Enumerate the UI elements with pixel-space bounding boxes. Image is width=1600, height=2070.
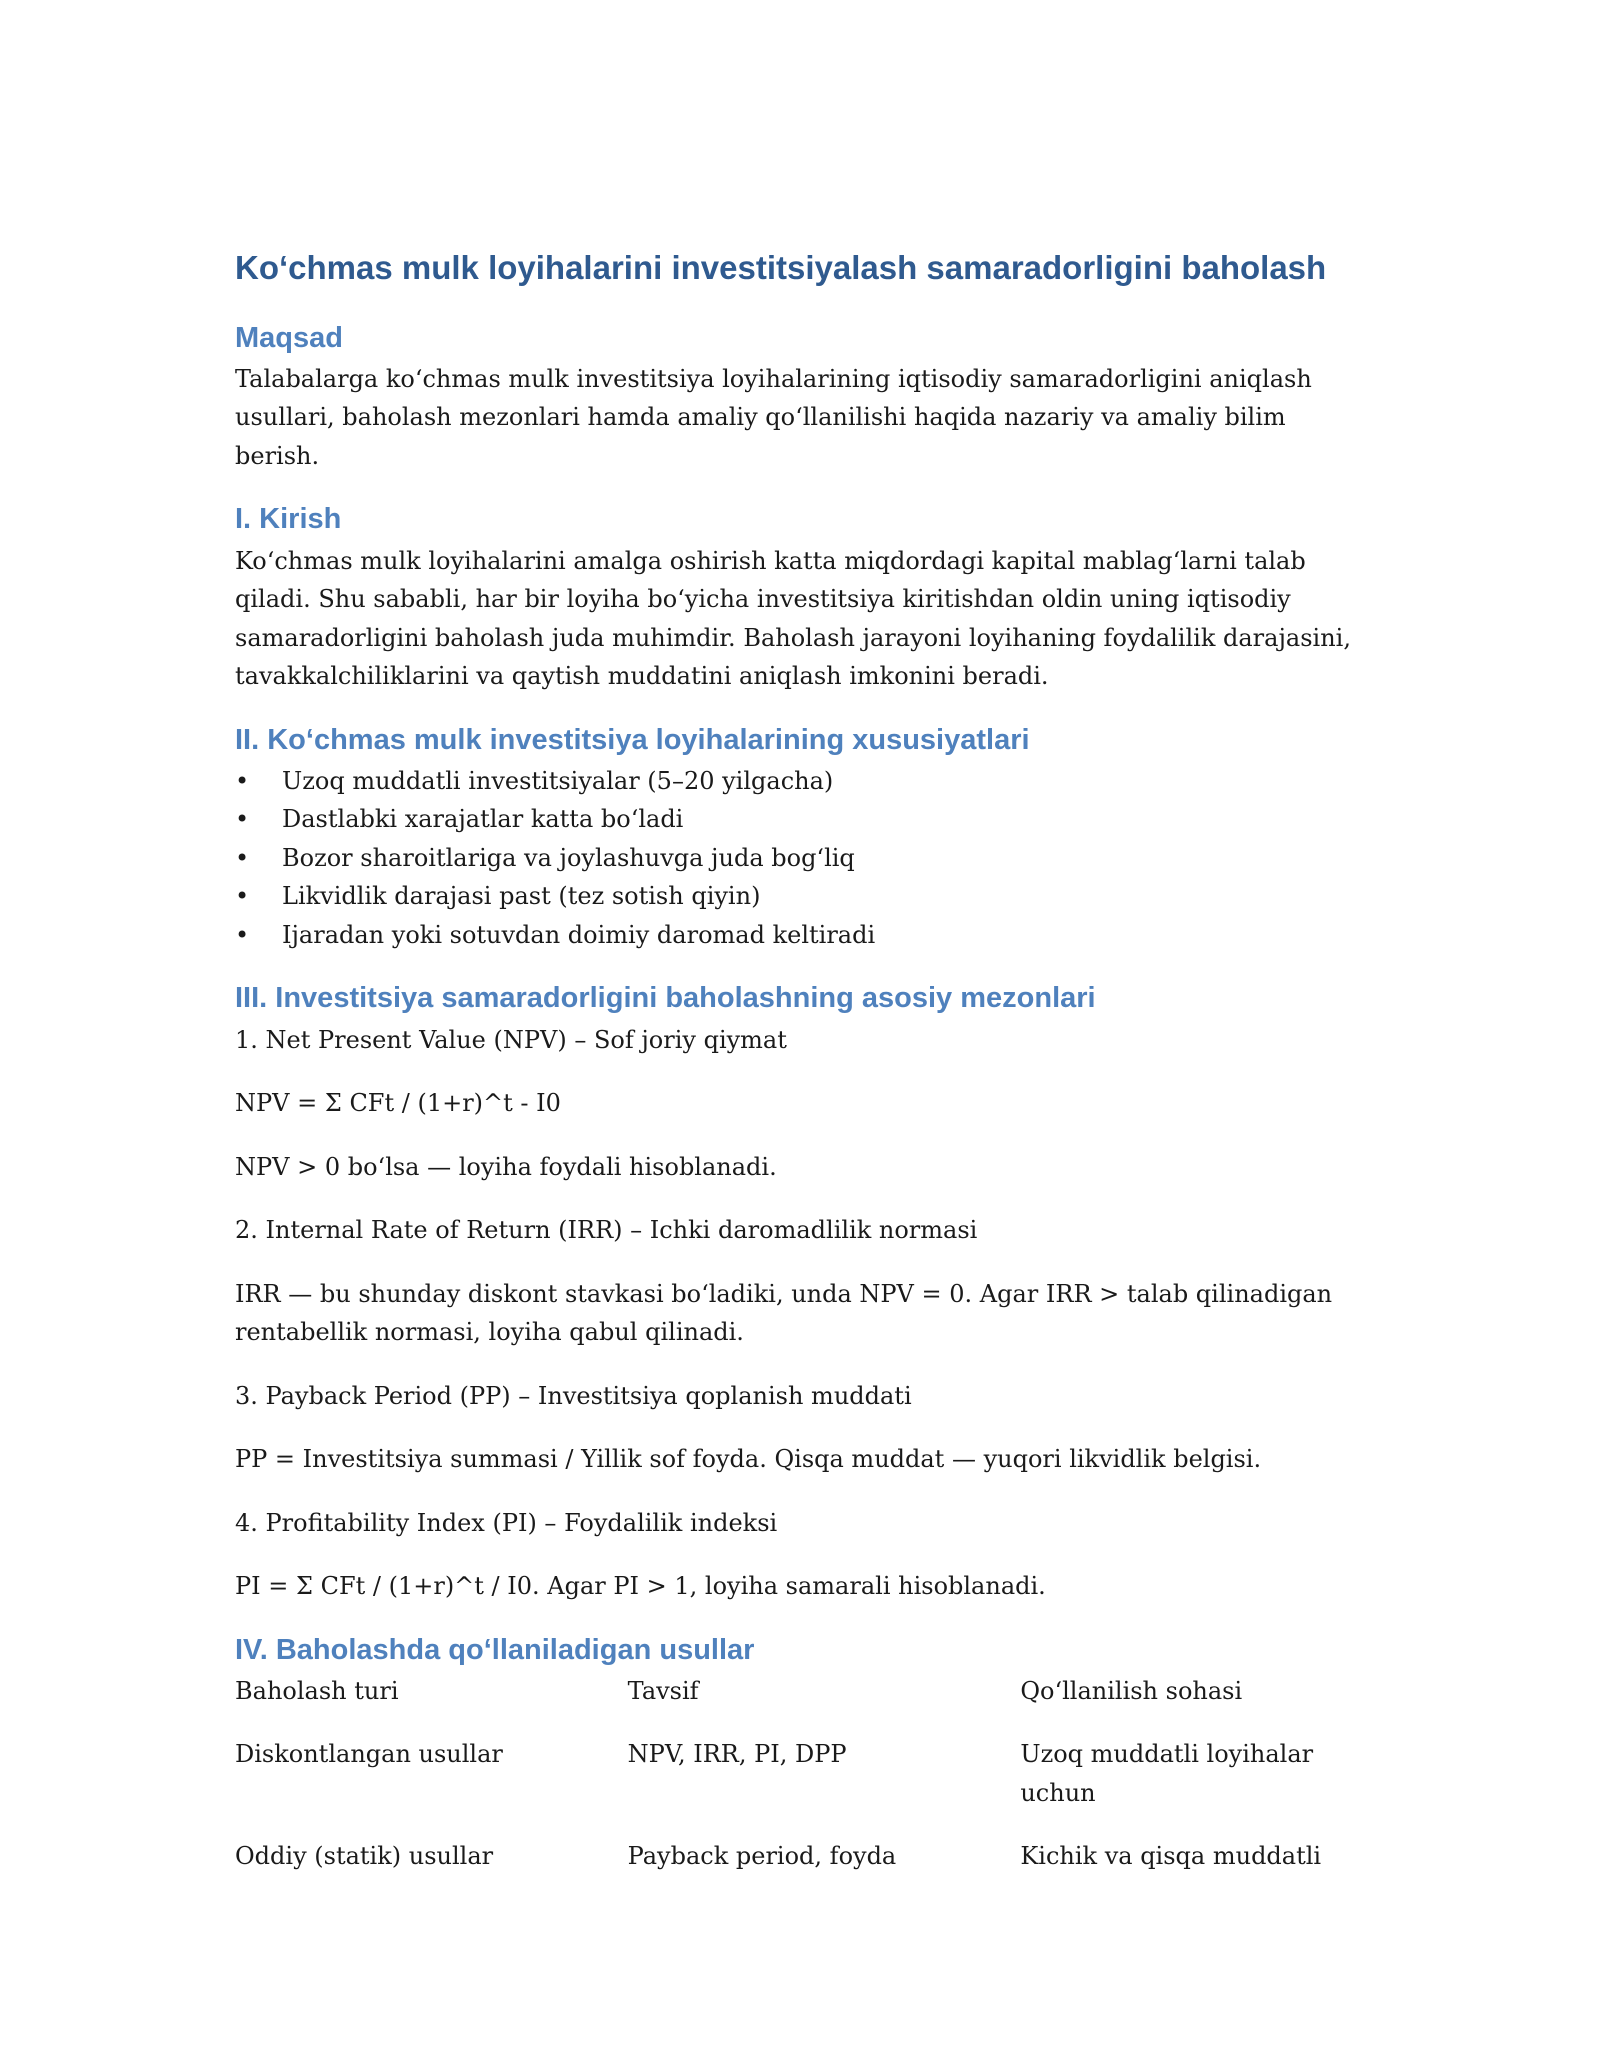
- table-header-row: [235, 1672, 1365, 1736]
- document-page: [235, 248, 1375, 1901]
- table-cell: Diskontlangan usullar: [235, 1740, 503, 1769]
- list-item-text: Bozor sharoitlariga va joylashuvga juda bog‘liq: [282, 843, 855, 872]
- table-header-cell: Tavsif: [627, 1676, 699, 1705]
- irr-note: IRR — bu shunday diskont stavkasi bo‘ladiki, unda NPV = 0. Agar IRR > talab qilinadigan rentabellik normasi, loyiha qabul qilinadi.: [235, 1279, 1333, 1347]
- table-header-cell: Qo‘llanilish sohasi: [1020, 1676, 1243, 1705]
- heading-xususiyatlar: II. Ko‘chmas mulk investitsiya loyihalarining xususiyatlari: [235, 723, 1030, 756]
- list-item: [235, 877, 1375, 916]
- pi-note: PI = Σ CFt / (1+r)^t / I0. Agar PI > 1, loyiha samarali hisoblanadi.: [235, 1572, 1046, 1601]
- list-item: [235, 839, 1375, 878]
- bullet-icon: •: [235, 805, 250, 834]
- table-row: [235, 1837, 1365, 1901]
- npv-note: NPV > 0 bo‘lsa — loyiha foydali hisoblanadi.: [235, 1152, 777, 1181]
- irr-title: 2. Internal Rate of Return (IRR) – Ichki daromadlilik normasi: [235, 1216, 978, 1245]
- pp-note: PP = Investitsiya summasi / Yillik sof foyda. Qisqa muddat — yuqori likvidlik belgisi.: [235, 1445, 1262, 1474]
- bullet-icon: •: [235, 843, 250, 872]
- table-cell: Uzoq muddatli loyihalar uchun: [1020, 1740, 1314, 1807]
- list-item: [235, 762, 1375, 801]
- bullet-icon: •: [235, 766, 250, 795]
- table-header-cell: Baholash turi: [235, 1676, 399, 1705]
- table-cell: Kichik va qisqa muddatli: [1020, 1842, 1322, 1871]
- list-item-text: Likvidlik darajasi past (tez sotish qiyin): [282, 882, 761, 911]
- table-cell: Payback period, foyda: [627, 1842, 897, 1871]
- npv-formula: NPV = Σ CFt / (1+r)^t - I0: [235, 1089, 561, 1118]
- list-item-text: Dastlabki xarajatlar katta bo‘ladi: [282, 805, 684, 834]
- maqsad-text: Talabalarga ko‘chmas mulk investitsiya loyihalarining iqtisodiy samaradorligini aniqlash usullari, baholash mezonlari hamda amaliy qo‘llanilishi haqida nazariy va amaliy bilim berish.: [235, 364, 1312, 470]
- list-item-text: Ijaradan yoki sotuvdan doimiy daromad keltiradi: [282, 920, 876, 949]
- pp-title: 3. Payback Period (PP) – Investitsiya qoplanish muddati: [235, 1381, 912, 1410]
- list-item: [235, 916, 1375, 955]
- pi-title: 4. Profitability Index (PI) – Foydalilik indeksi: [235, 1508, 778, 1537]
- npv-title: 1. Net Present Value (NPV) – Sof joriy qiymat: [235, 1025, 787, 1054]
- list-item-text: Uzoq muddatli investitsiyalar (5–20 yilgacha): [282, 766, 834, 795]
- bullet-icon: •: [235, 920, 250, 949]
- table-cell: Oddiy (statik) usullar: [235, 1842, 494, 1871]
- list-item: [235, 800, 1375, 839]
- kirish-text: Ko‘chmas mulk loyihalarini amalga oshirish katta miqdordagi kapital mablag‘larni talab qiladi. Shu sababli, har bir loyiha bo‘yicha investitsiya kiritishdan oldin uning iqtisodiy samaradorligini baholash juda muhimdir. Baholash jarayoni loyihaning foydalilik darajasini, tavakkalchiliklarini va qaytish muddatini aniqlash imkonini beradi.: [235, 546, 1351, 691]
- table-cell: NPV, IRR, PI, DPP: [627, 1740, 847, 1769]
- xususiyatlar-list: [235, 762, 1375, 955]
- heading-kirish: I. Kirish: [235, 503, 342, 536]
- table-row: [235, 1735, 1365, 1837]
- heading-maqsad: Maqsad: [235, 321, 343, 354]
- document-title: Ko‘chmas mulk loyihalarini investitsiyalash samaradorligini baholash: [235, 249, 1327, 286]
- bullet-icon: •: [235, 882, 250, 911]
- heading-usullar: IV. Baholashda qo‘llaniladigan usullar: [235, 1633, 755, 1666]
- heading-mezonlar: III. Investitsiya samaradorligini baholashning asosiy mezonlari: [235, 982, 1096, 1015]
- methods-table: [235, 1672, 1365, 1901]
